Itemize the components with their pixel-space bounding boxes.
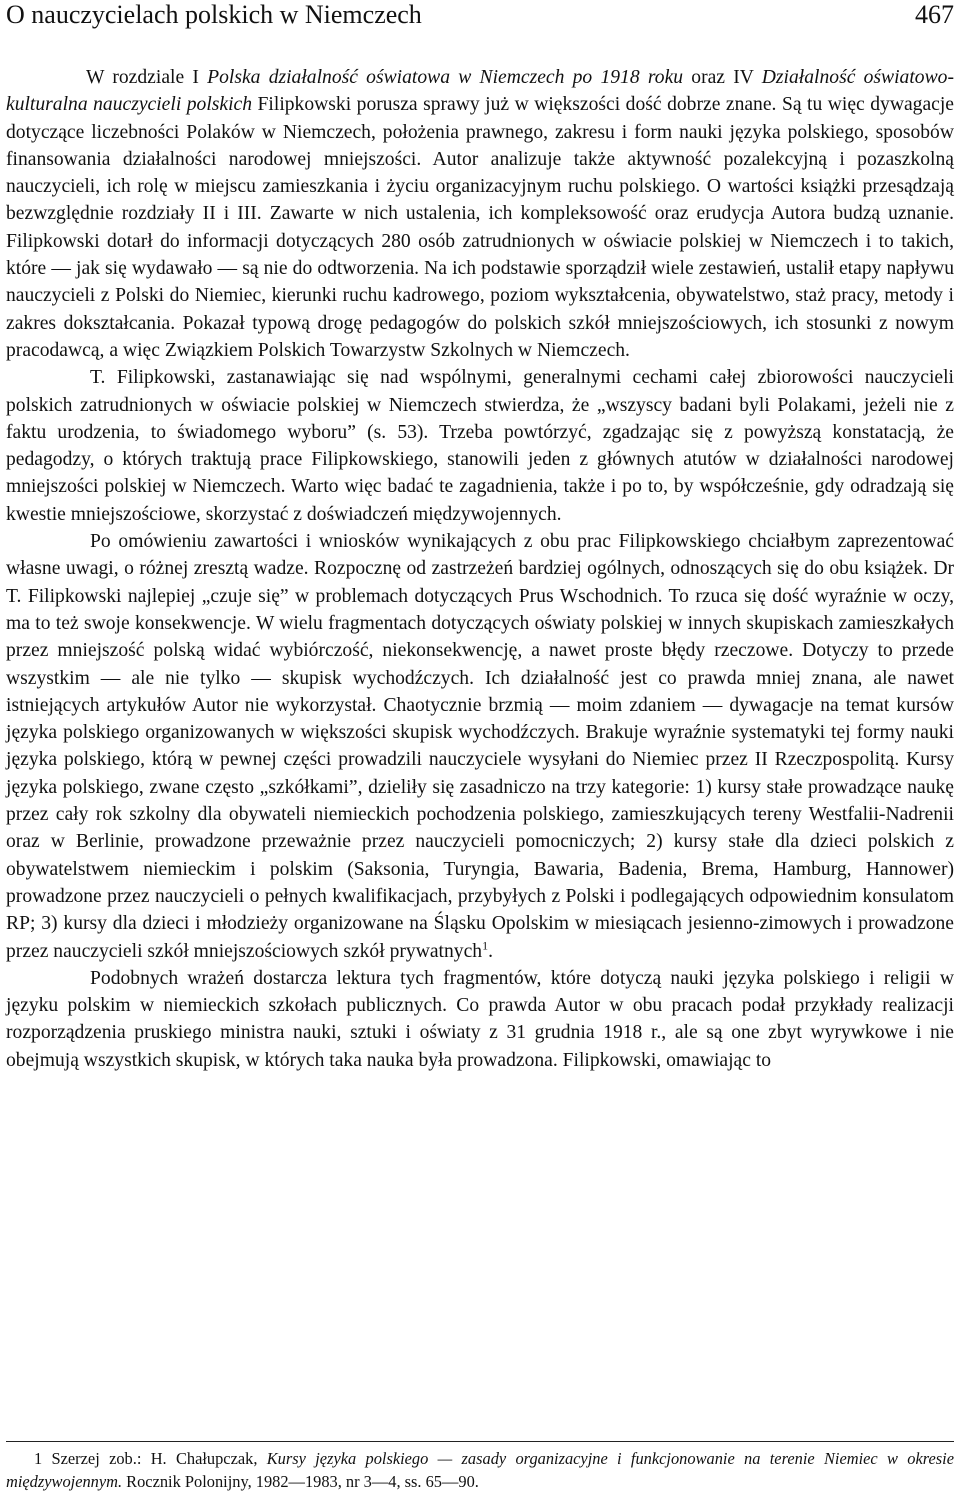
footnote-cited-title: Kursy języka polskiego — zasady organizacyjne i funkcjonowanie na terenie Niemiec w okresie międzywojennym. — [6, 1449, 954, 1491]
chapter-title-1: Polska działalność oświatowa w Niemczech po 1918 roku — [207, 67, 684, 88]
chapter-title-2: Działalność oświatowo-kulturalna nauczycieli polskich — [6, 67, 954, 116]
running-title: O nauczycielach polskich w Niemczech — [6, 0, 422, 29]
paragraph-1-text-a: W rozdziale I — [86, 67, 208, 88]
paragraph-2: T. Filipkowski, zastanawiając się nad wspólnymi, generalnymi cechami całej zbiorowości nauczycieli polskich zatrudnionych w oświacie polskiej w Niemczech stwierdza, że „wszyscy badani byli Polakami, jeżeli nie z faktu urodzenia, to świadomego wyboru” (s. 53). Trzeba powtórzyć, zgadzając się z powyższą konstatacją, że pedagodzy, o których traktują prace Filipkowskiego, stanowili jeden z głównych atutów w działalności narodowej mniejszości polskiej w Niemczech. Warto więc badać te zagadnienia, także i po to, by współcześnie, gdy odradzają się kwestie mniejszościowe, skorzystać z doświadczeń międzywojennych. — [6, 367, 954, 525]
running-header — [6, 0, 954, 34]
article-body — [6, 64, 954, 1074]
footnote-text-a: 1 Szerzej zob.: H. Chałupczak, — [34, 1449, 267, 1468]
paragraph-3 — [6, 528, 954, 965]
footnote — [6, 1447, 954, 1493]
footnote-1 — [6, 1447, 954, 1493]
paragraph-1 — [6, 64, 954, 364]
paragraph-3-text: Po omówieniu zawartości i wniosków wynikających z obu prac Filipkowskiego chciałbym zaprezentować własne uwagi, o różnej zresztą wadze. Rozpocznę od zastrzeżeń bardziej ogólnych, odnoszących się do obu książek. Dr T. Filipkowski najlepiej „czuje się” w problemach dotyczących Prus Wschodnich. To rzuca się dość wyraźnie w oczy, ma to też swoje konsekwencje. W wielu fragmentach dotyczących oświaty polskiej w innych skupiskach zamieszkałych przez mniejszość polską widać wybiórczość, niekonsekwencję, a nawet proste błędy rzeczowe. Dotyczy to przede wszystkim — ale nie tylko — skupisk wychodźczych. Ich działalność jest co prawda mniej znana, ale nawet istniejących artykułów Autor nie wykorzystał. Chaotycznie brzmią — moim zdaniem — dywagacje na temat kursów języka polskiego organizowanych w większości skupisk wychodźczych. Brakuje wyraźnie systematyki tej formy nauki języka polskiego, którą w pewnej części prowadzili nauczyciele wysyłani do Niemiec przez II Rzeczpospolitą. Kursy języka polskiego, zwane często „szkółkami”, dzieliły się zasadniczo na trzy kategorie: 1) kursy stałe prowadzące naukę przez cały rok szkolny dla obywateli niemieckich pochodzenia polskiego, zamieszkujących tereny Westfalii-Nadrenii oraz w Berlinie, prowadzone przeważnie przez nauczycieli pomocniczych; 2) kursy stałe dla dzieci polskich z obywatelstwem niemieckim i polskim (Saksonia, Turyngia, Bawaria, Badenia, Brema, Hamburg, Hannower) prowadzone przez nauczycieli o pełnych kwalifikacjach, przybyłych z Polski i podlegających odpowiednim konsulatom RP; 3) kursy dla dzieci i młodzieży organizowane na Śląsku Opolskim w miesiącach jesienno-zimowych i prowadzone przez nauczycieli szkół mniejszościowych szkół prywatnych — [6, 531, 954, 962]
page-number: 467 — [915, 0, 954, 29]
paragraph-1-text-c: Filipkowski porusza sprawy już w większości dość dobrze znane. Są tu więc dywagacje dotyczące liczebności Polaków w Niemczech, położenia prawnego, zakresu i form nauki języka polskiego, sposobów finansowania działalności narodowej mniejszości. Autor analizuje także aktywność pozalekcyjną i pozaszkolną nauczycieli, ich rolę w miejscu zamieszkania i życiu organizacyjnym ruchu polskiego. O wartości książki przesądzają bezwzględnie rozdziały II i III. Zawarte w nich ustalenia, ich kompleksowość oraz erudycja Autora budzą uznanie. Filipkowski dotarł do informacji dotyczących 280 osób zatrudnionych w oświacie polskiej w Niemczech i to takich, które — jak się wydawało — są nie do odtworzenia. Na ich podstawie sporządził wiele zestawień, ustalił etapy napływu nauczycieli z Polski do Niemiec, kierunki ruchu kadrowego, poziom wykształcenia, obywatelstwo, staż pracy, metody i zakres dokształcania. Pokazał typową drogę pedagogów do polskich szkół mniejszościowych, ich stosunki z nowym pracodawcą, a więc Związkiem Polskich Towarzystw Szkolnych w Niemczech. — [6, 94, 954, 361]
footnote-text-b: Rocznik Polonijny, 1982—1983, nr 3—4, ss. 65—90. — [122, 1472, 479, 1491]
footnote-reference[interactable]: 1 — [482, 937, 489, 952]
paragraph-1-text-b: oraz IV — [683, 67, 762, 88]
paragraph-4: Podobnych wrażeń dostarcza lektura tych fragmentów, które dotyczą nauki języka polskiego i religii w języku polskim w niemieckich szkołach publicznych. Co prawda Autor w obu pracach podał przykłady realizacji rozporządzenia pruskiego ministra nauki, sztuki i oświaty z 31 grudnia 1918 r., ale są one zbyt wyrywkowe i nie obejmują wszystkich skupisk, w których taka nauka była prowadzona. Filipkowski, omawiając to — [6, 967, 954, 1071]
paragraph-3-end: . — [488, 940, 493, 962]
footnote-divider — [6, 1441, 954, 1442]
